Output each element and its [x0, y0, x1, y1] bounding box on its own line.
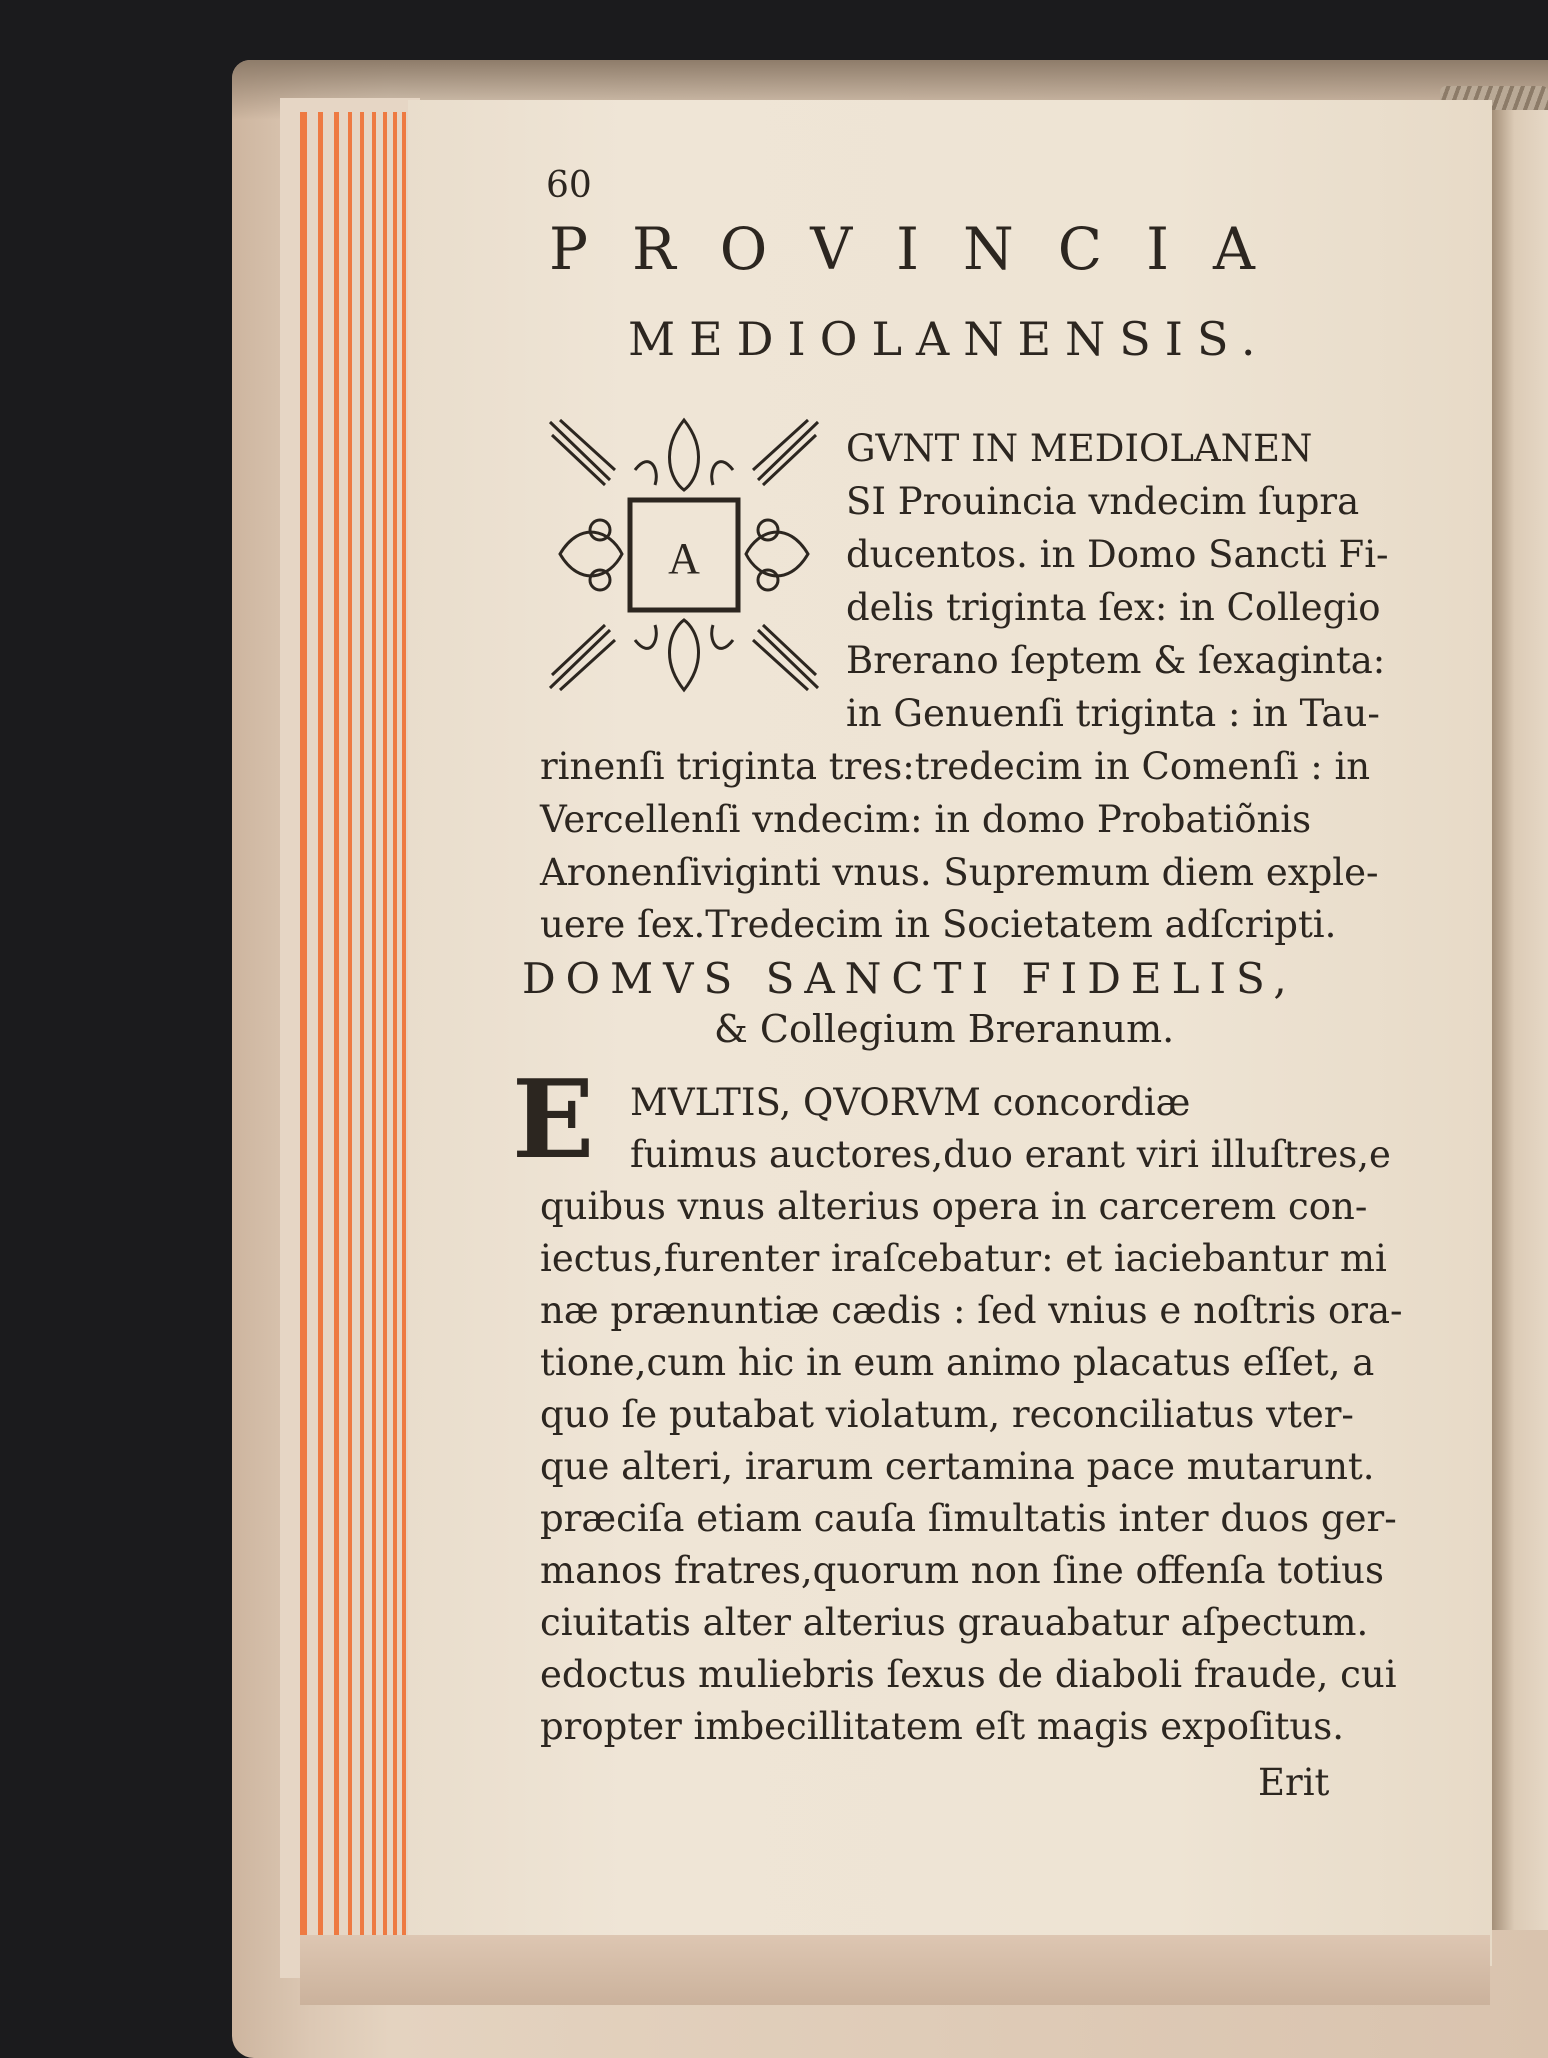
page-edge-stripe	[300, 112, 307, 1942]
text-line: Aronenſiviginti vnus. Supremum diem exple-	[540, 851, 1379, 894]
text-line: iectus,furenter iraſcebatur: et iaciebantur mi	[540, 1237, 1387, 1280]
text-line: que alteri, irarum certamina pace mutarunt.	[540, 1445, 1375, 1488]
text-line: ducentos. in Domo Sancti Fi-	[846, 533, 1389, 576]
text-line: Brerano ſeptem & ſexaginta:	[846, 639, 1386, 682]
text-line: præciſa etiam cauſa ſimultatis inter duos ger-	[540, 1497, 1397, 1540]
page-edge-stripe	[372, 112, 376, 1942]
page-number: 60	[546, 165, 592, 206]
heading-line1: PROVINCIA	[549, 215, 1299, 283]
text-line: GVNT IN MEDIOLANEN	[846, 427, 1313, 470]
text-line: quibus vnus alterius opera in carcerem con-	[540, 1185, 1368, 1228]
section-heading-line2: & Collegium Breranum.	[714, 1007, 1175, 1051]
text-line: propter imbecillitatem eſt magis expoſitus.	[540, 1705, 1344, 1748]
catchword: Erit	[1258, 1761, 1330, 1804]
text-line: ciuitatis alter alterius grauabatur aſpectum.	[540, 1601, 1369, 1644]
page-edge-stripe	[318, 112, 323, 1942]
text-line: Vercellenſi vndecim: in domo Probatiõnis	[540, 798, 1312, 841]
text-line: rinenſi triginta tres:tredecim in Comenſi : in	[540, 745, 1371, 788]
heading-line2: MEDIOLANENSIS.	[628, 312, 1270, 366]
text-line: manos fratres,quorum non ſine offenſa totius	[540, 1549, 1384, 1592]
text-line: uere ſex.Tredecim in Societatem adſcripti.	[540, 903, 1337, 946]
page-edge-stripe	[360, 112, 364, 1942]
text-line: delis triginta ſex: in Collegio	[846, 586, 1381, 629]
page-edge-stripe	[334, 112, 339, 1942]
page-edge-stripe	[393, 112, 397, 1942]
text-line: edoctus muliebris ſexus de diaboli fraude, cui	[540, 1653, 1397, 1696]
text-line: tione,cum hic in eum animo placatus eſſet, a	[540, 1341, 1375, 1384]
facing-page	[1492, 110, 1548, 1930]
decorated-initial-woodcut	[540, 410, 828, 700]
page-edge-stripe	[383, 112, 387, 1942]
page-bottom-edge	[300, 1935, 1490, 2005]
text-line: MVLTIS, QVORVM concordiæ	[630, 1081, 1191, 1124]
text-line: fuimus auctores,duo erant viri illuſtres,e	[630, 1133, 1391, 1176]
section-heading-line1: DOMVS SANCTI FIDELIS,	[522, 954, 1297, 1003]
text-line: in Genuenſi triginta : in Tau-	[846, 692, 1380, 735]
text-line: næ prænuntiæ cædis : ſed vnius e noſtris ora-	[540, 1289, 1403, 1332]
initial-letter: A	[668, 534, 700, 583]
text-line: SI Prouincia vndecim ſupra	[846, 480, 1360, 523]
drop-initial: E	[512, 1057, 595, 1183]
text-line: quo ſe putabat violatum, reconciliatus vter-	[540, 1393, 1354, 1436]
page-edge-stripe	[402, 112, 406, 1942]
page-edge-stripe	[348, 112, 352, 1942]
ornament-icon	[540, 410, 828, 700]
